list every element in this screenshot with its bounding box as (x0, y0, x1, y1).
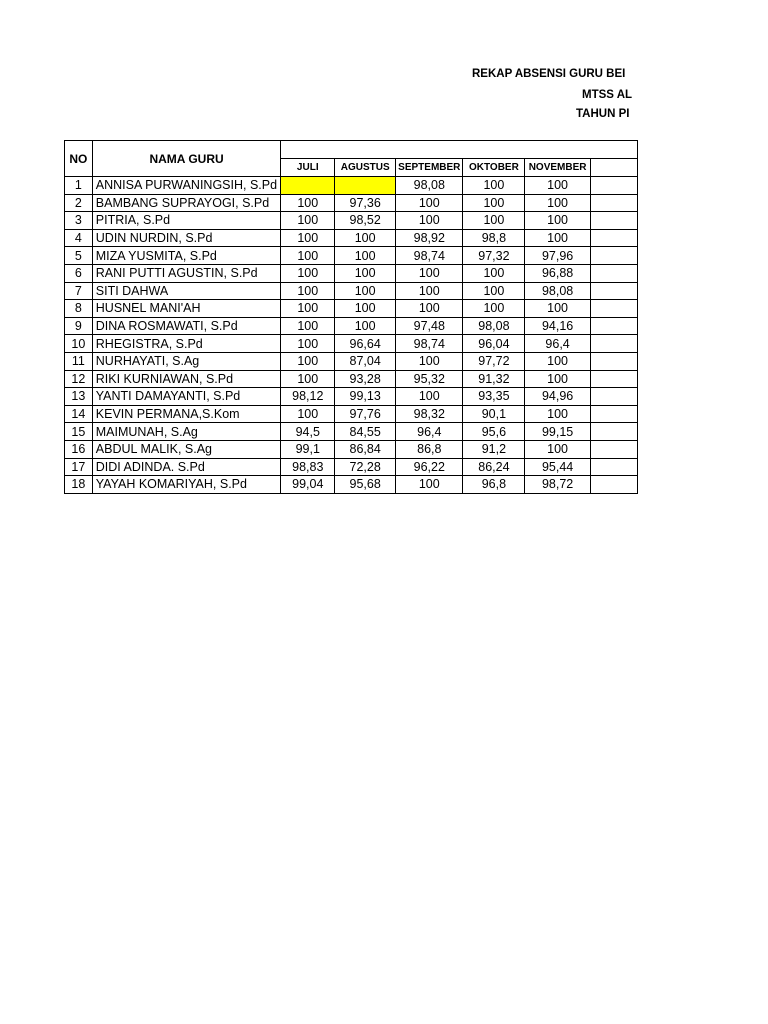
row-number[interactable]: 11 (65, 352, 93, 370)
attendance-value-cell[interactable]: 98,8 (463, 229, 525, 247)
attendance-value-cell[interactable]: 100 (525, 177, 590, 195)
attendance-value-cell[interactable]: 100 (525, 229, 590, 247)
attendance-value-cell[interactable]: 97,76 (335, 405, 396, 423)
attendance-value-cell[interactable]: 97,72 (463, 352, 525, 370)
highlighted-empty-cell[interactable] (281, 177, 335, 195)
table-row (65, 352, 638, 370)
attendance-table-viewport (64, 140, 638, 495)
attendance-value-cell[interactable]: 100 (396, 300, 463, 318)
attendance-value-cell[interactable]: 100 (281, 194, 335, 212)
teacher-name-cell[interactable]: RANI PUTTI AGUSTIN, S.Pd (92, 264, 281, 282)
attendance-value-cell[interactable]: 95,6 (463, 423, 525, 441)
table-row (65, 458, 638, 476)
teacher-name-cell[interactable]: SITI DAHWA (92, 282, 281, 300)
table-row (65, 177, 638, 195)
attendance-value-cell[interactable]: 95,68 (335, 476, 396, 494)
header-month: SEPTEMBER (396, 159, 463, 177)
report-title-line-3: TAHUN PI (576, 108, 630, 120)
attendance-value-cell[interactable]: 100 (525, 370, 590, 388)
cut-off-cell[interactable] (590, 247, 637, 265)
header-period-cell (281, 141, 638, 159)
row-number[interactable]: 10 (65, 335, 93, 353)
attendance-value-cell[interactable]: 94,5 (281, 423, 335, 441)
attendance-value-cell[interactable]: 100 (525, 300, 590, 318)
attendance-value-cell[interactable]: 100 (281, 335, 335, 353)
attendance-value-cell[interactable]: 96,22 (396, 458, 463, 476)
attendance-value-cell[interactable]: 100 (463, 264, 525, 282)
attendance-value-cell[interactable]: 96,88 (525, 264, 590, 282)
attendance-value-cell[interactable]: 87,04 (335, 352, 396, 370)
table-row (65, 317, 638, 335)
row-number[interactable]: 13 (65, 388, 93, 406)
attendance-value-cell[interactable]: 94,16 (525, 317, 590, 335)
attendance-value-cell[interactable]: 95,32 (396, 370, 463, 388)
teacher-name-cell[interactable]: RHEGISTRA, S.Pd (92, 335, 281, 353)
teacher-name-cell[interactable]: NURHAYATI, S.Ag (92, 352, 281, 370)
cut-off-cell[interactable] (590, 177, 637, 195)
attendance-value-cell[interactable]: 93,35 (463, 388, 525, 406)
attendance-value-cell[interactable]: 99,1 (281, 440, 335, 458)
attendance-value-cell[interactable]: 98,08 (396, 177, 463, 195)
row-number[interactable]: 5 (65, 247, 93, 265)
cut-off-cell[interactable] (590, 212, 637, 230)
table-row (65, 282, 638, 300)
attendance-value-cell[interactable]: 94,96 (525, 388, 590, 406)
header-name: NAMA GURU (92, 141, 281, 177)
teacher-name-cell[interactable]: PITRIA, S.Pd (92, 212, 281, 230)
cut-off-cell[interactable] (590, 264, 637, 282)
attendance-value-cell[interactable]: 100 (463, 300, 525, 318)
attendance-value-cell[interactable]: 90,1 (463, 405, 525, 423)
row-number[interactable]: 16 (65, 440, 93, 458)
attendance-value-cell[interactable]: 91,32 (463, 370, 525, 388)
cut-off-cell[interactable] (590, 440, 637, 458)
attendance-value-cell[interactable]: 100 (396, 212, 463, 230)
attendance-value-cell[interactable]: 100 (281, 317, 335, 335)
attendance-value-cell[interactable]: 96,4 (396, 423, 463, 441)
row-number[interactable]: 12 (65, 370, 93, 388)
attendance-value-cell[interactable]: 98,08 (463, 317, 525, 335)
attendance-value-cell[interactable]: 100 (335, 282, 396, 300)
row-number[interactable]: 17 (65, 458, 93, 476)
attendance-value-cell[interactable]: 84,55 (335, 423, 396, 441)
attendance-value-cell[interactable]: 100 (281, 352, 335, 370)
header-month-cut (590, 159, 637, 177)
table-row (65, 388, 638, 406)
attendance-value-cell[interactable]: 99,15 (525, 423, 590, 441)
cut-off-cell[interactable] (590, 370, 637, 388)
attendance-value-cell[interactable]: 100 (281, 370, 335, 388)
attendance-value-cell[interactable]: 93,28 (335, 370, 396, 388)
row-number[interactable]: 15 (65, 423, 93, 441)
attendance-value-cell[interactable]: 97,96 (525, 247, 590, 265)
attendance-value-cell[interactable]: 98,74 (396, 247, 463, 265)
attendance-value-cell[interactable]: 91,2 (463, 440, 525, 458)
row-number[interactable]: 9 (65, 317, 93, 335)
attendance-value-cell[interactable]: 100 (463, 282, 525, 300)
teacher-name-cell[interactable]: DIDI ADINDA. S.Pd (92, 458, 281, 476)
attendance-value-cell[interactable]: 98,12 (281, 388, 335, 406)
teacher-name-cell[interactable]: KEVIN PERMANA,S.Kom (92, 405, 281, 423)
teacher-name-cell[interactable]: DINA ROSMAWATI, S.Pd (92, 317, 281, 335)
row-number[interactable]: 8 (65, 300, 93, 318)
attendance-value-cell[interactable]: 100 (281, 282, 335, 300)
row-number[interactable]: 4 (65, 229, 93, 247)
attendance-value-cell[interactable]: 100 (463, 177, 525, 195)
report-title-line-2: MTSS AL (582, 89, 633, 101)
highlighted-empty-cell[interactable] (335, 177, 396, 195)
attendance-value-cell[interactable]: 86,24 (463, 458, 525, 476)
attendance-value-cell[interactable]: 98,83 (281, 458, 335, 476)
attendance-value-cell[interactable]: 96,4 (525, 335, 590, 353)
cut-off-cell[interactable] (590, 458, 637, 476)
teacher-name-cell[interactable]: YAYAH KOMARIYAH, S.Pd (92, 476, 281, 494)
table-row (65, 229, 638, 247)
attendance-value-cell[interactable]: 97,48 (396, 317, 463, 335)
cut-off-cell[interactable] (590, 388, 637, 406)
attendance-value-cell[interactable]: 98,08 (525, 282, 590, 300)
cut-off-cell[interactable] (590, 282, 637, 300)
attendance-value-cell[interactable]: 72,28 (335, 458, 396, 476)
table-row (65, 264, 638, 282)
table-header-row-top (65, 141, 638, 159)
table-row (65, 405, 638, 423)
cut-off-cell[interactable] (590, 194, 637, 212)
table-row (65, 212, 638, 230)
header-month: AGUSTUS (335, 159, 396, 177)
attendance-value-cell[interactable]: 98,92 (396, 229, 463, 247)
header-month: OKTOBER (463, 159, 525, 177)
cut-off-cell[interactable] (590, 335, 637, 353)
teacher-name-cell[interactable]: UDIN NURDIN, S.Pd (92, 229, 281, 247)
teacher-name-cell[interactable]: ABDUL MALIK, S.Ag (92, 440, 281, 458)
teacher-name-cell[interactable]: YANTI DAMAYANTI, S.Pd (92, 388, 281, 406)
cut-off-cell[interactable] (590, 352, 637, 370)
attendance-value-cell[interactable]: 100 (525, 440, 590, 458)
report-title-line-1: REKAP ABSENSI GURU BEI (472, 68, 626, 80)
cut-off-cell[interactable] (590, 476, 637, 494)
attendance-value-cell[interactable]: 96,64 (335, 335, 396, 353)
row-number[interactable]: 7 (65, 282, 93, 300)
attendance-value-cell[interactable]: 100 (335, 300, 396, 318)
attendance-value-cell[interactable]: 100 (281, 229, 335, 247)
cut-off-cell[interactable] (590, 317, 637, 335)
attendance-value-cell[interactable]: 97,32 (463, 247, 525, 265)
attendance-value-cell[interactable]: 96,04 (463, 335, 525, 353)
teacher-name-cell[interactable]: MAIMUNAH, S.Ag (92, 423, 281, 441)
attendance-value-cell[interactable]: 100 (335, 229, 396, 247)
row-number[interactable]: 2 (65, 194, 93, 212)
attendance-value-cell[interactable]: 100 (281, 247, 335, 265)
row-number[interactable]: 1 (65, 177, 93, 195)
teacher-name-cell[interactable]: BAMBANG SUPRAYOGI, S.Pd (92, 194, 281, 212)
table-row (65, 335, 638, 353)
row-number[interactable]: 18 (65, 476, 93, 494)
attendance-value-cell[interactable]: 99,13 (335, 388, 396, 406)
attendance-value-cell[interactable]: 100 (525, 352, 590, 370)
table-row (65, 370, 638, 388)
attendance-value-cell[interactable]: 100 (396, 388, 463, 406)
cut-off-cell[interactable] (590, 229, 637, 247)
attendance-value-cell[interactable]: 100 (281, 264, 335, 282)
attendance-value-cell[interactable]: 100 (525, 405, 590, 423)
attendance-value-cell[interactable]: 100 (463, 212, 525, 230)
attendance-value-cell[interactable]: 100 (281, 300, 335, 318)
attendance-value-cell[interactable]: 100 (396, 282, 463, 300)
row-number[interactable]: 14 (65, 405, 93, 423)
table-row (65, 194, 638, 212)
teacher-name-cell[interactable]: RIKI KURNIAWAN, S.Pd (92, 370, 281, 388)
teacher-name-cell[interactable]: ANNISA PURWANINGSIH, S.Pd (92, 177, 281, 195)
attendance-value-cell[interactable]: 100 (335, 247, 396, 265)
teacher-name-cell[interactable]: HUSNEL MANI'AH (92, 300, 281, 318)
cut-off-cell[interactable] (590, 423, 637, 441)
attendance-value-cell[interactable]: 100 (281, 405, 335, 423)
attendance-value-cell[interactable]: 86,8 (396, 440, 463, 458)
header-month: JULI (281, 159, 335, 177)
attendance-value-cell[interactable]: 100 (525, 212, 590, 230)
attendance-value-cell[interactable]: 99,04 (281, 476, 335, 494)
attendance-value-cell[interactable]: 100 (463, 194, 525, 212)
attendance-value-cell[interactable]: 97,36 (335, 194, 396, 212)
attendance-value-cell[interactable]: 98,32 (396, 405, 463, 423)
attendance-value-cell[interactable]: 100 (281, 212, 335, 230)
attendance-value-cell[interactable]: 100 (396, 264, 463, 282)
attendance-value-cell[interactable]: 100 (396, 194, 463, 212)
attendance-value-cell[interactable]: 96,8 (463, 476, 525, 494)
attendance-value-cell[interactable]: 86,84 (335, 440, 396, 458)
cut-off-cell[interactable] (590, 405, 637, 423)
attendance-value-cell[interactable]: 98,72 (525, 476, 590, 494)
row-number[interactable]: 6 (65, 264, 93, 282)
attendance-value-cell[interactable]: 100 (396, 476, 463, 494)
attendance-value-cell[interactable]: 100 (396, 352, 463, 370)
attendance-value-cell[interactable]: 100 (335, 264, 396, 282)
cut-off-cell[interactable] (590, 300, 637, 318)
attendance-value-cell[interactable]: 98,52 (335, 212, 396, 230)
table-row (65, 300, 638, 318)
teacher-name-cell[interactable]: MIZA YUSMITA, S.Pd (92, 247, 281, 265)
table-row (65, 440, 638, 458)
table-row (65, 247, 638, 265)
attendance-value-cell[interactable]: 95,44 (525, 458, 590, 476)
header-no: NO (65, 141, 93, 177)
table-row (65, 423, 638, 441)
attendance-value-cell[interactable]: 98,74 (396, 335, 463, 353)
attendance-table (64, 140, 638, 494)
table-row (65, 476, 638, 494)
row-number[interactable]: 3 (65, 212, 93, 230)
attendance-value-cell[interactable]: 100 (335, 317, 396, 335)
header-month: NOVEMBER (525, 159, 590, 177)
attendance-value-cell[interactable]: 100 (525, 194, 590, 212)
